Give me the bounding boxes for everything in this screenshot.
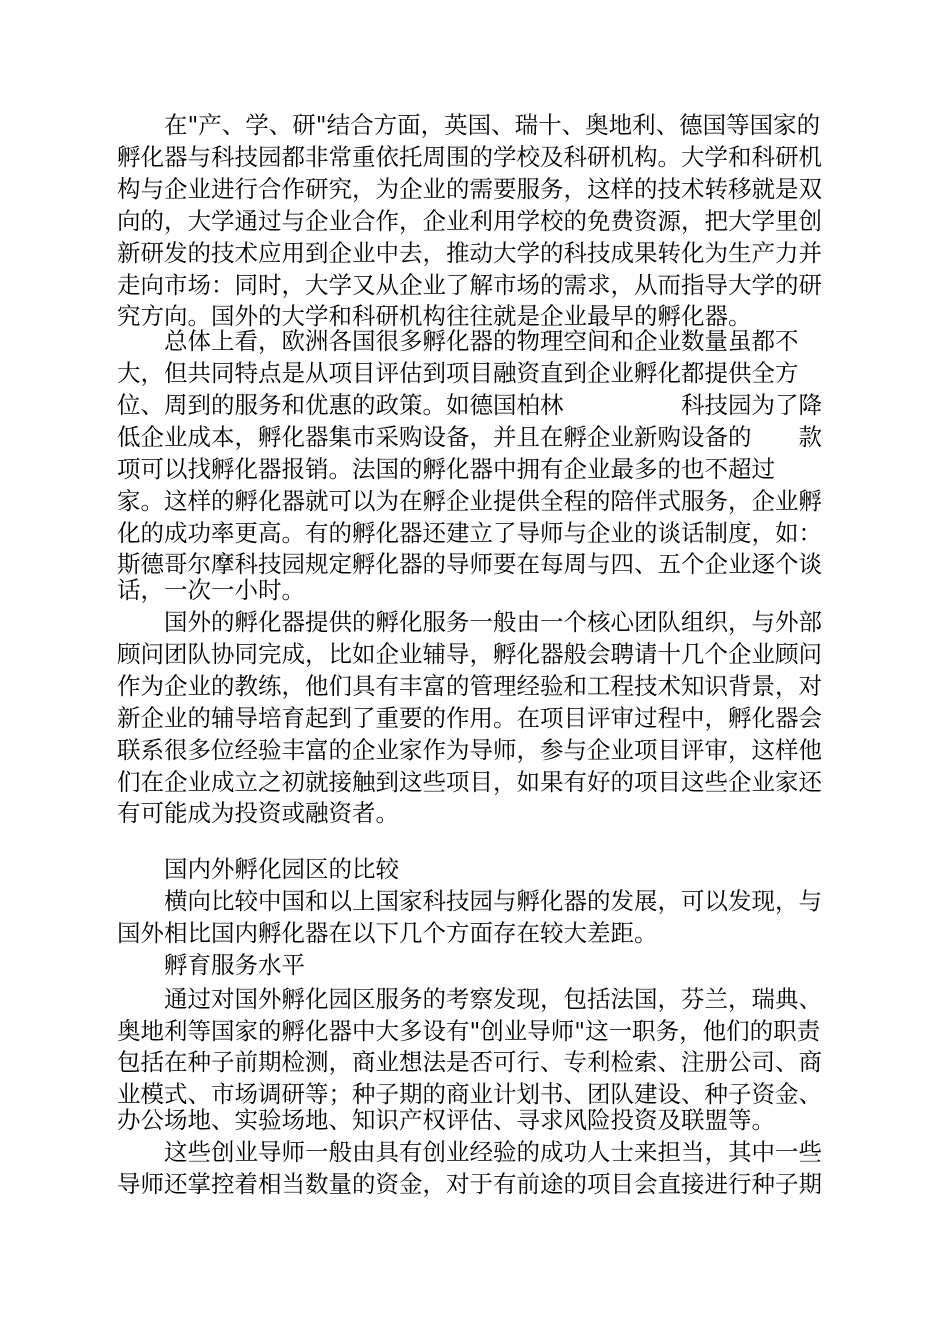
subsection-heading: 孵育服务水平 xyxy=(117,951,305,979)
text-line: 家。这样的孵化器就可以为在孵企业提供全程的陪伴式服务，企业孵 xyxy=(117,487,822,515)
text-line: 大，但共同特点是从项目评估到项目融资直到企业孵化都提供全方 xyxy=(117,359,799,387)
text-line: 有可能成为投资或融资者。 xyxy=(117,799,399,827)
text-line: 顾问团队协同完成，比如企业辅导，孵化器般会聘请十几个企业顾问 xyxy=(117,640,822,668)
section-heading: 国内外孵化园区的比较 xyxy=(117,855,399,883)
text-line: 导师还掌控着相当数量的资金，对于有前途的项目会直接进行种子期 xyxy=(117,1170,822,1198)
text-line: 国外相比国内孵化器在以下几个方面存在较大差距。 xyxy=(117,919,658,947)
text-line: 作为企业的教练，他们具有丰富的管理经验和工程技术知识背景，对 xyxy=(117,672,822,700)
text-line: 在"产、学、研"结合方面，英国、瑞十、奥地利、德国等国家的 xyxy=(117,111,821,139)
text-line: 这些创业导师一般由具有创业经验的成功人士来担当，其中一些 xyxy=(117,1138,822,1166)
text-line: 究方向。国外的大学和科研机构往往就是企业最早的孵化器。 xyxy=(117,302,752,330)
text-line: 包括在种子前期检测，商业想法是否可行、专利检索、注册公司、商 xyxy=(117,1048,822,1076)
text-line: 走向市场：同时，大学又从企业了解市场的需求，从而指导大学的研 xyxy=(117,271,822,299)
text-line: 奥地利等国家的孵化器中大多设有"创业导师"这一职务，他们的职责 xyxy=(117,1017,821,1045)
text-line: 国外的孵化器提供的孵化服务一般由一个核心团队组织，与外部 xyxy=(117,608,822,636)
text-line: 话，一次一小时。 xyxy=(117,576,305,604)
text-line: 项可以找孵化器报销。法国的孵化器中拥有企业最多的也不超过 xyxy=(117,455,775,483)
text-line: 业模式、市场调研等；种子期的商业计划书、团队建设、种子资金、 xyxy=(117,1080,822,1108)
text-line: 通过对国外孵化园区服务的考察发现，包括法国，芬兰，瑞典、 xyxy=(117,985,822,1013)
text-line: 们在企业成立之初就接触到这些项目，如果有好的项目这些企业家还 xyxy=(117,768,822,796)
text-line: 低企业成本，孵化器集巿采购设备，并且在孵企业新购设备的 款 xyxy=(117,423,822,451)
text-line: 新研发的技术应用到企业中去，推动大学的科技成果转化为生产力并 xyxy=(117,239,822,267)
text-line: 横向比较中国和以上国家科技园与孵化器的发展，可以发现，与 xyxy=(117,887,822,915)
text-line: 联系很多位经验丰富的企业家作为导师，参与企业项目评审，这样他 xyxy=(117,736,822,764)
text-line: 新企业的辅导培育起到了重要的作用。在项目评审过程中，孵化器会 xyxy=(117,704,822,732)
text-line: 孵化器与科技园都非常重依托周围的学校及科研机构。大学和科研机 xyxy=(117,143,822,171)
text-line: 向的，大学通过与企业合作，企业利用学校的免费资源，把大学里创 xyxy=(117,207,822,235)
text-line: 总体上看，欧洲各国很多孵化器的物理空间和企业数量虽都不 xyxy=(117,327,799,355)
text-line: 位、周到的服务和优惠的政策。如德国柏林 科技园为了降 xyxy=(117,391,822,419)
text-line: 构与企业进行合作研究，为企业的需要服务，这样的技术转移就是双 xyxy=(117,175,822,203)
text-line: 办公场地、实验场地、知识产权评估、寻求风险投资及联盟等。 xyxy=(117,1106,775,1134)
text-line: 斯德哥尔摩科技园规定孵化器的导师要在每周与四、五个企业逐个谈 xyxy=(117,550,822,578)
text-line: 化的成功率更高。有的孵化器还建立了导师与企业的谈话制度，如： xyxy=(117,519,822,547)
